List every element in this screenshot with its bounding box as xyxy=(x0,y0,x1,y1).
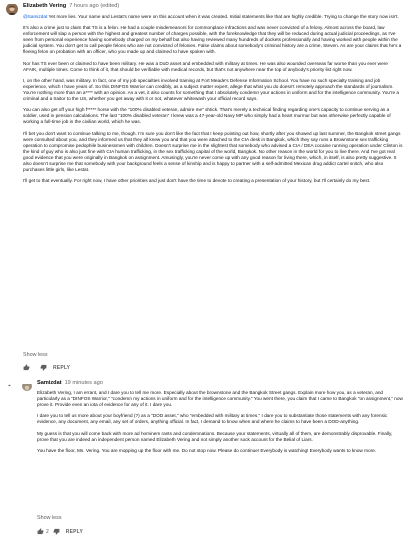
avatar[interactable] xyxy=(6,3,18,15)
comment-paragraph: Elizabeth Vering, I am errant, and I dare you to tell me more. Especially about the brownstone and the Bangkok Street gangs. Explain more how you, as a veteran, and particularly as a "DINFOS Warrior," "condemn my actions in uniform and for the intelligence community." You went there, you claim that I came to Bangkok "on assignment," now prove it. Provide even an iota of evidence for any of it. I dare you. xyxy=(37,390,403,408)
thumbs-down-icon[interactable] xyxy=(40,364,47,371)
comment-header xyxy=(37,380,103,387)
comment-timestamp[interactable]: 19 minutes ago xyxy=(64,380,103,386)
mention-link[interactable]: @Samizdat xyxy=(23,14,48,19)
comment-paragraph: Nor has TS ever been or claimed to have been military. He was a DoD asset and embedded with military at times. He was also wounded overseas far worse than you ever were AFAIK, multiple times. Come to think of it, that should be verifiable with medical records, but that's not anywhere near the top of anybody's priority list right now. xyxy=(23,60,388,72)
comment-paragraph: I dare you to tell us more about your boyfriend (?) as a "DOD asset," who "embedded with military at times." I dare you to substantiate those statements with any forensic evidence, any document, any email, any set of orders, anything official. In fact, I demand to know when and where he claims to have been a DOD-anything. xyxy=(37,413,388,425)
comment-paragraph: I, on the other hand, was military. In fact, one of my job specialties involved training at Fort Meade's Defense Information School. You have no such specialty training and job experience, which I have years of. So this DINFOS Warrior can credibly, as a subject matter expert, allege that what you do doesn't remotely approach the standards of journalism. You're nothing more than an a**** with an opinion. As a vet, it also counts for something that I absolutely condemn your actions in uniform and for the intelligence community. You're a criminal and a traitor to the US, whether you get away with it or not, whatever whitewash your official record says. xyxy=(23,77,399,102)
like-count: 2 xyxy=(46,528,49,535)
avatar[interactable] xyxy=(22,381,32,391)
comment-paragraph: You can also get off your high f***** horse with the "100% disabled veteran, admire me" shtick. That's merely a technical finding regarding one's capacity to continue serving as a soldier, used in pension calculations. The last "100% disabled veteran" I knew was a 47-year-old Navy MP who simply had a heart murmur but was otherwise perfectly capable of working a full-time job in the civilian world, which he was. xyxy=(23,107,391,125)
comment-paragraph: You have the floor, Ms. Vering. You are mopping up the floor with me. Do not stop now. Please do continue! Everybody is watching! Everybody wants to know more. xyxy=(37,447,377,453)
comment-actions xyxy=(23,364,70,371)
comment-paragraph: @Samizdat Yet more lies. Your name and Lestat's name were on this account when it was created. Initial statements like that are highly credible. Trying to change the story now isn't. xyxy=(23,14,399,19)
chevron-down-icon[interactable] xyxy=(6,382,13,391)
comment-paragraph: I'll get to that eventually. For right now, I have other priorities and just don't have the time to devote to creating a presentation of your history, but I'll certainly do my best. xyxy=(23,178,371,184)
comment-actions xyxy=(37,528,83,535)
show-less-button[interactable]: Show less xyxy=(37,515,62,521)
reply-button[interactable]: REPLY xyxy=(65,528,83,535)
show-less-button[interactable]: Show less xyxy=(23,352,48,358)
comment-paragraph: I'll bet you don't want to continue talking to me, though. I'm sure you don't like the fact that I keep pointing out how, shortly after you showed up last summer, the Bangkok street gangs were consulted about you, and they informed us that they all knew you and that you were attached to the CIA desk in Bangkok, which they say runs a Brownstone sex trafficking operation to compromise pedophile businessmen with children. Doesn't surprise me in the slightest that somebody who advised a CIA / DEA cocaine running operation under Clinton is the kind of guy who is also just fine with CIA human trafficking, in the sex trafficking capital of the world, Bangkok. No other reason in the world for you to live there. And I've got real good evidence that you were originally in Bangkok on assignment. Amusingly, you're never come up with any good reason for living there, which, in itself, is also pretty suggestive. It also doesn't surprise me that somebody with your background feels a sense of kinship and is happy to partner with a self-admitted Mexican drug addict cartel snitch, who also purchases little girls, like Lestat. xyxy=(23,130,403,172)
thumbs-up-icon[interactable] xyxy=(23,364,30,371)
thumbs-up-icon[interactable] xyxy=(37,528,44,535)
comment-body xyxy=(37,390,403,459)
comment-body xyxy=(23,14,403,189)
author-name[interactable]: Elizabeth Vering xyxy=(23,3,67,9)
comment-paragraph: My guess is that you will come back with more ad hominem rants and condemnations. Because your statements, virtually all of them, are demonstrably disprovable. Finally, prove that you are indeed an independent person named Elizabeth Vering and not simply another sock account for the Belial of Liars. xyxy=(37,430,393,442)
comment-header xyxy=(23,3,119,10)
comment-paragraph: It's also a crime just to claim that TS is a felon. He had a couple misdemeanors for commonplace infractions and was never convicted of a felony. Almost across the board, law enforcement will slap a person with the highest and greatest number of charges possible, with the foreknowledge that they will be reduced during actual judicial proceedings, as I've seen from personal experience having somebody charged on my behalf but also having reviewed many hundreds of dockets professionally and having worked with people within the judicial system. You don't get to call people felons who are not convicted of felonies. False claims about somebody's criminal history are a crime, Steven. As are your claims that he's a fleeing felon on probation with an officer, who you made up and claimed to have spoken with. xyxy=(23,25,402,55)
thumbs-down-icon[interactable] xyxy=(53,528,60,535)
comment-timestamp[interactable]: 7 hours ago (edited) xyxy=(69,3,120,9)
reply-button[interactable]: REPLY xyxy=(53,364,71,371)
author-name[interactable]: Samizdat xyxy=(37,380,62,386)
